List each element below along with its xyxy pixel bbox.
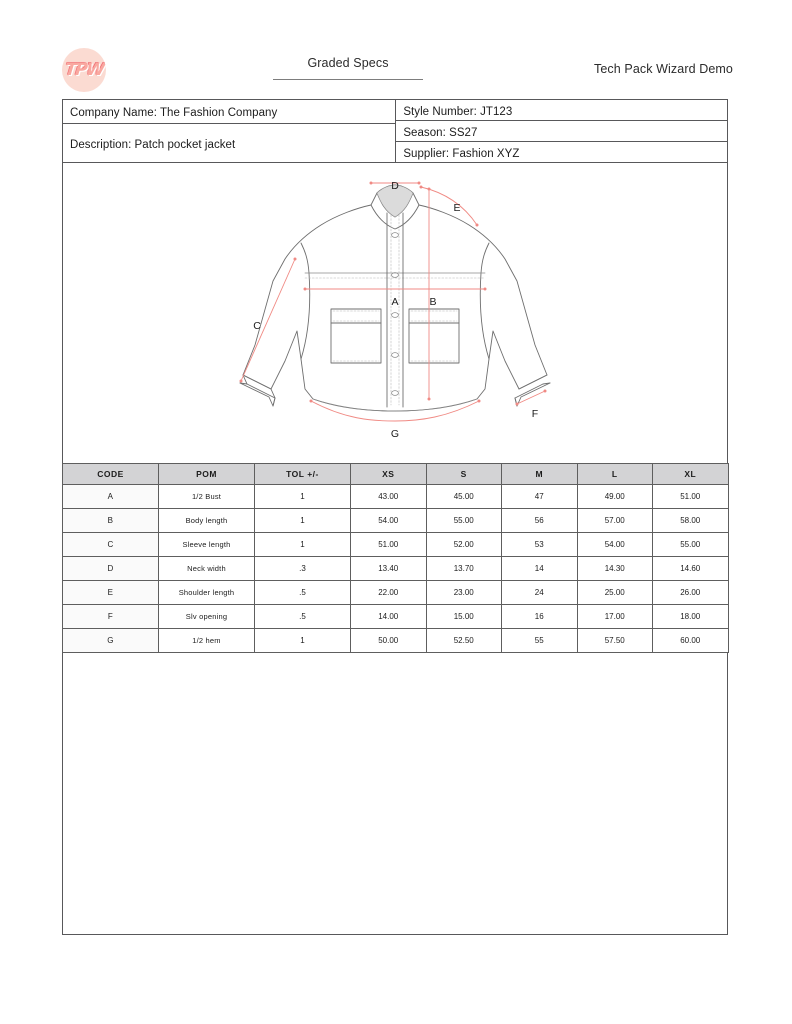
cell-code: B	[63, 509, 159, 533]
callout-B: B	[429, 296, 437, 308]
cell-m: 53	[502, 533, 578, 557]
cell-code: G	[63, 629, 159, 653]
callout-F: F	[531, 408, 539, 420]
cell-tol: .3	[255, 557, 351, 581]
cell-tol: .5	[255, 605, 351, 629]
callout-D: D	[391, 180, 399, 192]
page-title	[273, 55, 423, 71]
cell-s: 15.00	[426, 605, 502, 629]
callout-A: A	[391, 296, 399, 308]
cell-tol: 1	[255, 485, 351, 509]
table-row	[63, 581, 729, 605]
left-patch-pocket	[331, 309, 381, 363]
patch-pocket-jacket-technical-flat	[185, 163, 605, 453]
description-field: Description: Patch pocket jacket	[63, 124, 395, 163]
tech-pack-content-box	[62, 99, 728, 935]
cell-m: 14	[502, 557, 578, 581]
cell-m: 56	[502, 509, 578, 533]
style-info-grid	[63, 100, 727, 163]
cell-s: 52.50	[426, 629, 502, 653]
supplier-field: Supplier: Fashion XYZ	[396, 142, 727, 163]
callout-C: C	[253, 320, 261, 332]
page-title-text: Graded Specs	[307, 56, 389, 70]
page-header	[0, 0, 792, 98]
col-header-xs: XS	[351, 464, 427, 485]
cell-xl: 26.00	[653, 581, 729, 605]
technical-sketch-area	[63, 163, 727, 463]
cell-code: E	[63, 581, 159, 605]
cell-xl: 55.00	[653, 533, 729, 557]
page-title-underline	[273, 79, 423, 80]
tpw-logo	[62, 48, 106, 92]
cell-tol: 1	[255, 509, 351, 533]
cell-tol: 1	[255, 533, 351, 557]
cell-pom: Shoulder length	[159, 581, 255, 605]
cell-code: D	[63, 557, 159, 581]
cell-pom: Slv opening	[159, 605, 255, 629]
cell-m: 16	[502, 605, 578, 629]
table-row	[63, 557, 729, 581]
cell-s: 23.00	[426, 581, 502, 605]
table-row	[63, 485, 729, 509]
col-header-s: S	[426, 464, 502, 485]
callout-G: G	[390, 428, 400, 440]
cell-m: 24	[502, 581, 578, 605]
cell-s: 13.70	[426, 557, 502, 581]
cell-l: 25.00	[577, 581, 653, 605]
cell-xs: 43.00	[351, 485, 427, 509]
cell-s: 55.00	[426, 509, 502, 533]
style-info-left-column	[63, 100, 396, 163]
style-number-field: Style Number: JT123	[396, 100, 727, 121]
cell-xs: 54.00	[351, 509, 427, 533]
cell-code: F	[63, 605, 159, 629]
table-row	[63, 605, 729, 629]
cell-xs: 13.40	[351, 557, 427, 581]
tpw-logo-text: TPW	[63, 59, 105, 80]
cell-pom: 1/2 Bust	[159, 485, 255, 509]
measurement-callout-labels	[253, 180, 538, 440]
app-name-label: Tech Pack Wizard Demo	[594, 62, 733, 76]
cell-l: 49.00	[577, 485, 653, 509]
cell-pom: 1/2 hem	[159, 629, 255, 653]
cell-xs: 14.00	[351, 605, 427, 629]
cell-s: 52.00	[426, 533, 502, 557]
cell-pom: Neck width	[159, 557, 255, 581]
graded-spec-table-wrap	[62, 463, 728, 653]
col-header-code: CODE	[63, 464, 159, 485]
cell-xl: 60.00	[653, 629, 729, 653]
col-header-tol: TOL +/-	[255, 464, 351, 485]
cell-m: 55	[502, 629, 578, 653]
table-row	[63, 629, 729, 653]
cell-xl: 58.00	[653, 509, 729, 533]
cell-code: A	[63, 485, 159, 509]
cell-s: 45.00	[426, 485, 502, 509]
season-field: Season: SS27	[396, 121, 727, 142]
cell-m: 47	[502, 485, 578, 509]
cell-xl: 14.60	[653, 557, 729, 581]
style-info-right-column	[396, 100, 727, 163]
col-header-pom: POM	[159, 464, 255, 485]
cell-tol: 1	[255, 629, 351, 653]
callout-E: E	[453, 202, 461, 214]
col-header-l: L	[577, 464, 653, 485]
cell-l: 17.00	[577, 605, 653, 629]
cell-l: 14.30	[577, 557, 653, 581]
cell-tol: .5	[255, 581, 351, 605]
cell-l: 57.00	[577, 509, 653, 533]
cell-xl: 51.00	[653, 485, 729, 509]
cell-l: 57.50	[577, 629, 653, 653]
col-header-xl: XL	[653, 464, 729, 485]
table-row	[63, 509, 729, 533]
cell-pom: Sleeve length	[159, 533, 255, 557]
graded-spec-table	[62, 463, 729, 653]
cell-l: 54.00	[577, 533, 653, 557]
right-patch-pocket	[409, 309, 459, 363]
cell-xs: 22.00	[351, 581, 427, 605]
cell-xs: 51.00	[351, 533, 427, 557]
cell-pom: Body length	[159, 509, 255, 533]
table-row	[63, 533, 729, 557]
table-header-row	[63, 464, 729, 485]
cell-xs: 50.00	[351, 629, 427, 653]
cell-xl: 18.00	[653, 605, 729, 629]
col-header-m: M	[502, 464, 578, 485]
company-name-field: Company Name: The Fashion Company	[63, 100, 395, 124]
button-detail	[392, 233, 399, 396]
cell-code: C	[63, 533, 159, 557]
